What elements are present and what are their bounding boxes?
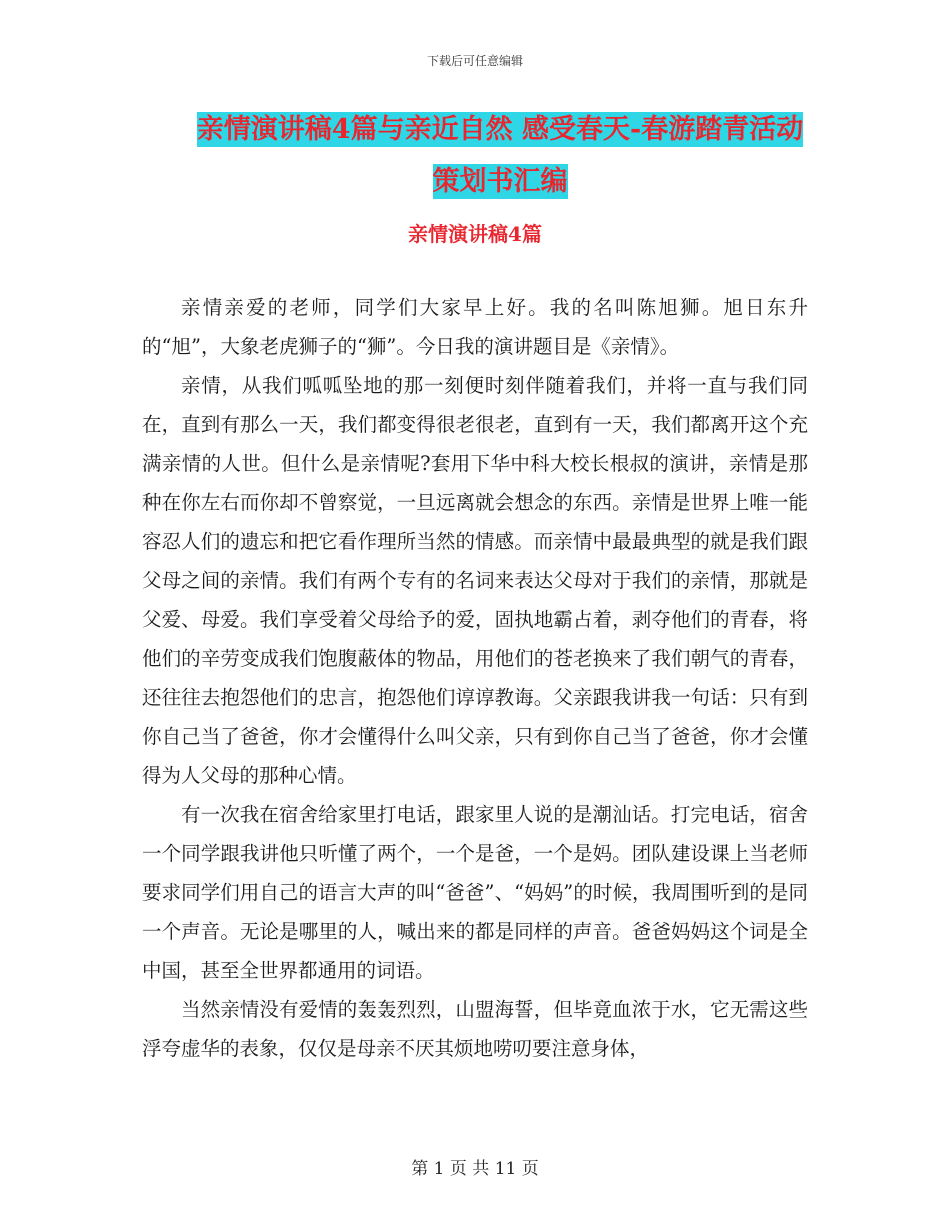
header-note: 下载后可任意编辑: [426, 54, 523, 68]
paragraph: 有一次我在宿舍给家里打电话，跟家里人说的是潮汕话。打完电话，宿舍一个同学跟我讲他只听懂了两个，一个是爸，一个是妈。团队建设课上当老师要求同学们用自己的语言大声的叫“爸爸”、“妈妈”的时候，我周围听到的是同一个声音。无论是哪里的人，喊出来的都是同样的声音。爸爸妈妈这个词是全中国，甚至全世界都通用的词语。: [142, 803, 808, 982]
page-footer: 第 1 页 共 11 页: [411, 1159, 539, 1179]
document-title: [150, 104, 850, 208]
paragraph: 亲情，从我们呱呱坠地的那一刻便时刻伴随着我们，并将一直与我们同在，直到有那么一天，我们都变得很老很老，直到有一天，我们都离开这个充满亲情的人世。但什么是亲情呢?套用下华中科大校长根叔的演讲，亲情是那种在你左右而你却不曾察觉，一旦远离就会想念的东西。亲情是世界上唯一能容忍人们的遗忘和把它看作理所当然的情感。而亲情中最最典型的就是我们跟父母之间的亲情。我们有两个专有的名词来表达父母对于我们的亲情，那就是父爱、母爱。我们享受着父母给予的爱，固执地霸占着，剥夺他们的青春，将他们的辛劳变成我们饱腹蔽体的物品，用他们的苍老换来了我们朝气的青春，还往往去抱怨他们的忠言，抱怨他们谆谆教诲。父亲跟我讲我一句话：只有到你自己当了爸爸，你才会懂得什么叫父亲，只有到你自己当了爸爸，你才会懂得为人父母的那种心情。: [142, 374, 808, 787]
document-title-line1: 亲情演讲稿4篇与亲近自然 感受春天-春游踏青活动: [196, 114, 804, 145]
section-title: 亲情演讲稿4篇: [408, 222, 542, 246]
body-text: [142, 288, 808, 1068]
paragraph: 亲情亲爱的老师，同学们大家早上好。我的名叫陈旭狮。旭日东升的“旭”，大象老虎狮子的“狮”。今日我的演讲题目是《亲情》。: [142, 296, 808, 358]
document-title-line2: 策划书汇编: [432, 166, 568, 197]
paragraph: 当然亲情没有爱情的轰轰烈烈，山盟海誓，但毕竟血浓于水，它无需这些浮夸虚华的表象，仅仅是母亲不厌其烦地唠叨要注意身体，: [142, 998, 808, 1060]
